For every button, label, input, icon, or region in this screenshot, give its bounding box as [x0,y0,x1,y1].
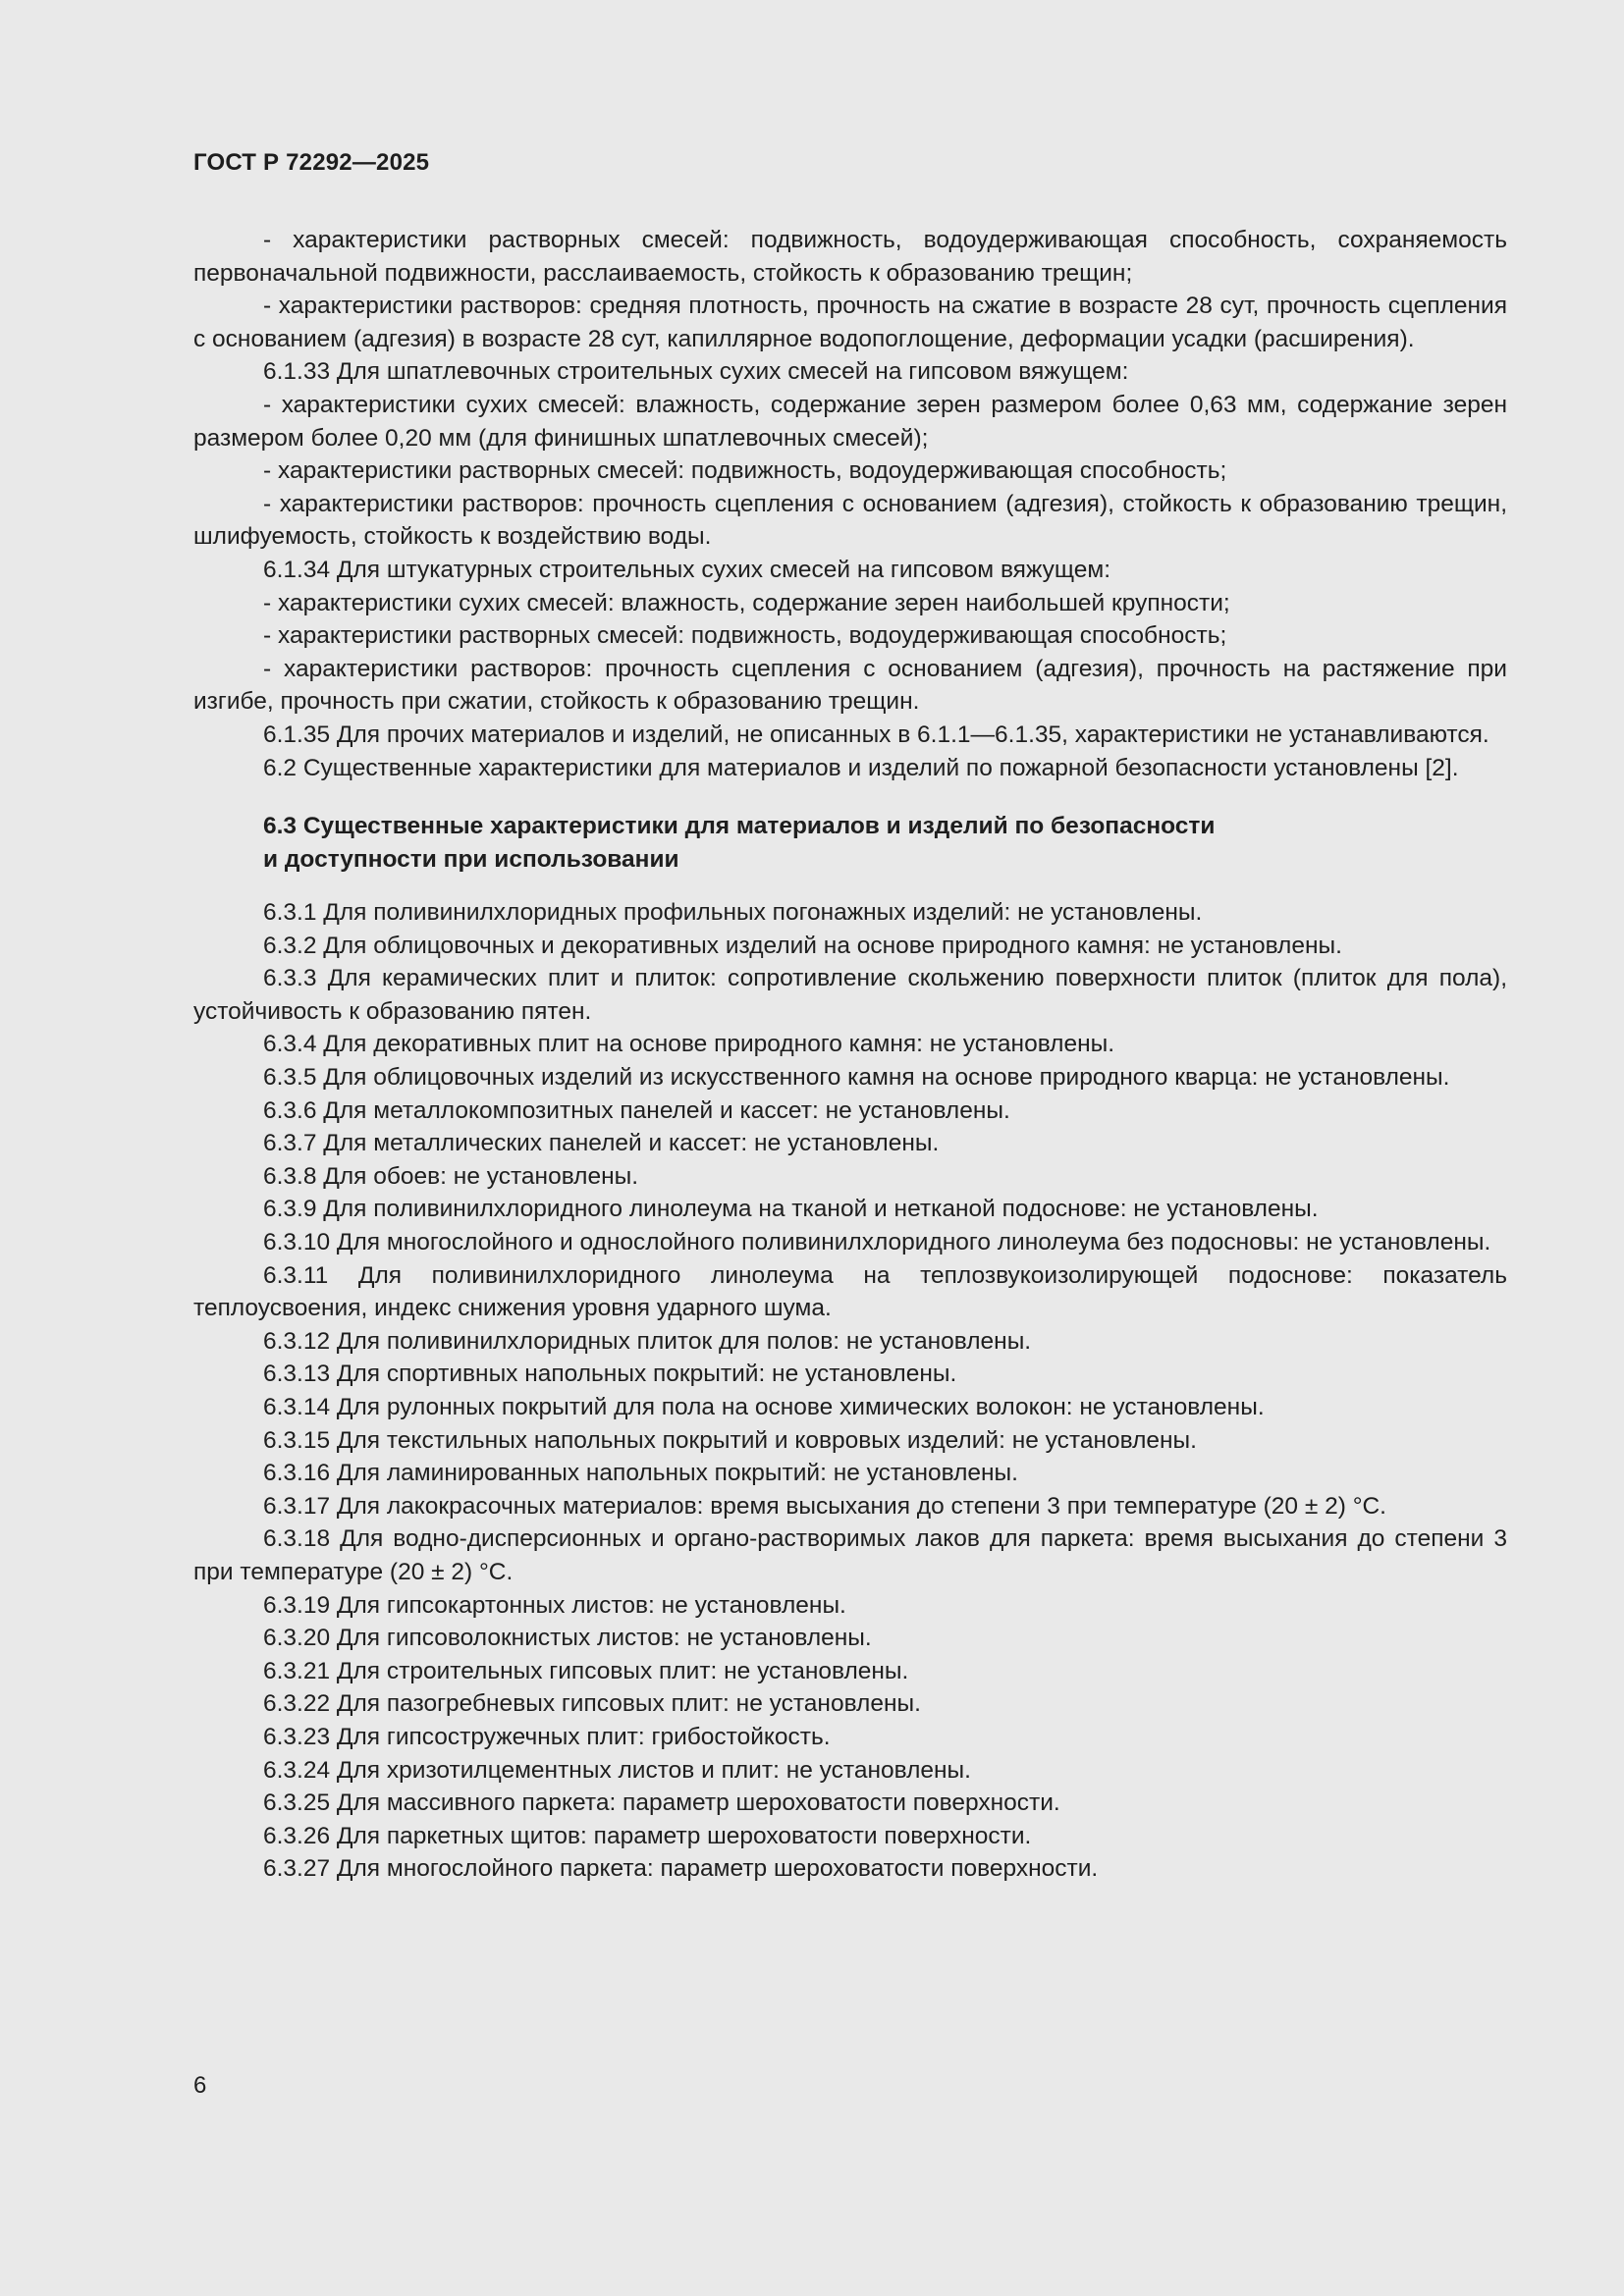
document-header: ГОСТ Р 72292—2025 [193,149,430,176]
paragraph: 6.1.34 Для штукатурных строительных сухих смесей на гипсовом вяжущем: [263,556,1111,583]
paragraph: 6.3.11 Для поливинилхлоридного линолеума на теплозвукоизолирующей подоснове: показатель теплоусвоения, индекс снижения уровня ударного шума. [193,1261,1507,1322]
paragraph: - характеристики сухих смесей: влажность, содержание зерен наибольшей крупности; [263,589,1230,616]
paragraph: 6.3.15 Для текстильных напольных покрытий и ковровых изделий: не установлены. [263,1426,1197,1454]
paragraph: - характеристики сухих смесей: влажность, содержание зерен размером более 0,63 мм, содержание зерен размером более 0,20 мм (для финишных шпатлевочных смесей); [193,391,1507,452]
paragraph: 6.3.7 Для металлических панелей и кассет: не установлены. [263,1130,940,1157]
section-heading-line2: и доступности при использовании [263,846,679,874]
paragraphs-before-section [193,224,1507,784]
paragraph: 6.3.17 Для лакокрасочных материалов: время высыхания до степени 3 при температуре (20 ± 2) °С. [263,1492,1386,1520]
paragraph: - характеристики растворных смесей: подвижность, водоудерживающая способность; [263,622,1227,650]
paragraph: 6.3.2 Для облицовочных и декоративных изделий на основе природного камня: не установлены. [263,932,1342,959]
paragraph: 6.3.20 Для гипсоволокнистых листов: не установлены. [263,1625,872,1652]
paragraph: - характеристики растворов: средняя плотность, прочность на сжатие в возрасте 28 сут, прочность сцепления с основанием (адгезия) в возрасте 28 сут, капиллярное водопоглощение, деформации усадки (расширения). [193,293,1507,352]
paragraph: - характеристики растворных смесей: подвижность, водоудерживающая способность, сохраняемость первоначальной подвижности, расслаиваемость, стойкость к образованию трещин; [193,227,1507,287]
paragraph: - характеристики растворов: прочность сцепления с основанием (адгезия), стойкость к образованию трещин, шлифуемость, стойкость к воздействию воды. [193,490,1507,551]
paragraph: 6.3.26 Для паркетных щитов: параметр шероховатости поверхности. [263,1822,1032,1849]
paragraph: 6.3.23 Для гипсостружечных плит: грибостойкость. [263,1723,831,1750]
paragraph: 6.3.24 Для хризотилцементных листов и плит: не установлены. [263,1756,971,1784]
paragraph: 6.3.3 Для керамических плит и плиток: сопротивление скольжению поверхности плиток (плиток для пола), устойчивость к образованию пятен. [193,965,1507,1025]
paragraph: 6.3.9 Для поливинилхлоридного линолеума на тканой и нетканой подоснове: не установлены. [263,1196,1319,1223]
paragraph: 6.3.13 Для спортивных напольных покрытий: не установлены. [263,1361,957,1388]
paragraph: 6.1.35 Для прочих материалов и изделий, не описанных в 6.1.1—6.1.35, характеристики не устанавливаются. [263,721,1489,748]
paragraph: 6.2 Существенные характеристики для материалов и изделий по пожарной безопасности установлены [2]. [263,754,1459,781]
paragraph: 6.3.8 Для обоев: не установлены. [263,1162,639,1190]
paragraph: 6.3.16 Для ламинированных напольных покрытий: не установлены. [263,1460,1018,1487]
paragraph: 6.3.27 Для многослойного паркета: параметр шероховатости поверхности. [263,1855,1099,1883]
paragraph: 6.3.12 Для поливинилхлоридных плиток для полов: не установлены. [263,1327,1032,1355]
paragraph: 6.3.18 Для водно-дисперсионных и органо-растворимых лаков для паркета: время высыхания до степени 3 при температуре (20 ± 2) °С. [193,1525,1507,1585]
paragraph: 6.3.22 Для пазогребневых гипсовых плит: не установлены. [263,1690,921,1718]
paragraph: 6.3.1 Для поливинилхлоридных профильных погонажных изделий: не установлены. [263,899,1203,927]
section-heading [263,810,1507,877]
paragraph: 6.3.6 Для металлокомпозитных панелей и кассет: не установлены. [263,1096,1010,1124]
paragraph: 6.3.10 Для многослойного и однослойного поливинилхлоридного линолеума без подосновы: не установлены. [263,1229,1491,1256]
paragraph: 6.1.33 Для шпатлевочных строительных сухих смесей на гипсовом вяжущем: [263,358,1129,386]
paragraph: 6.3.4 Для декоративных плит на основе природного камня: не установлены. [263,1031,1115,1058]
document-body [193,224,1507,1886]
section-heading-line1: 6.3 Существенные характеристики для материалов и изделий по безопасности [263,813,1216,840]
paragraph: 6.3.25 Для массивного паркета: параметр шероховатости поверхности. [263,1789,1060,1817]
paragraph: 6.3.21 Для строительных гипсовых плит: не установлены. [263,1657,909,1684]
paragraph: - характеристики растворов: прочность сцепления с основанием (адгезия), прочность на растяжение при изгибе, прочность при сжатии, стойкость к образованию трещин. [193,655,1507,716]
paragraph: 6.3.14 Для рулонных покрытий для пола на основе химических волокон: не установлены. [263,1394,1265,1420]
paragraphs-after-section [193,896,1507,1886]
paragraph: 6.3.5 Для облицовочных изделий из искусственного камня на основе природного кварца: не установлены. [263,1064,1450,1092]
paragraph: 6.3.19 Для гипсокартонных листов: не установлены. [263,1591,846,1619]
page-number: 6 [193,2072,207,2099]
paragraph: - характеристики растворных смесей: подвижность, водоудерживающая способность; [263,457,1227,485]
